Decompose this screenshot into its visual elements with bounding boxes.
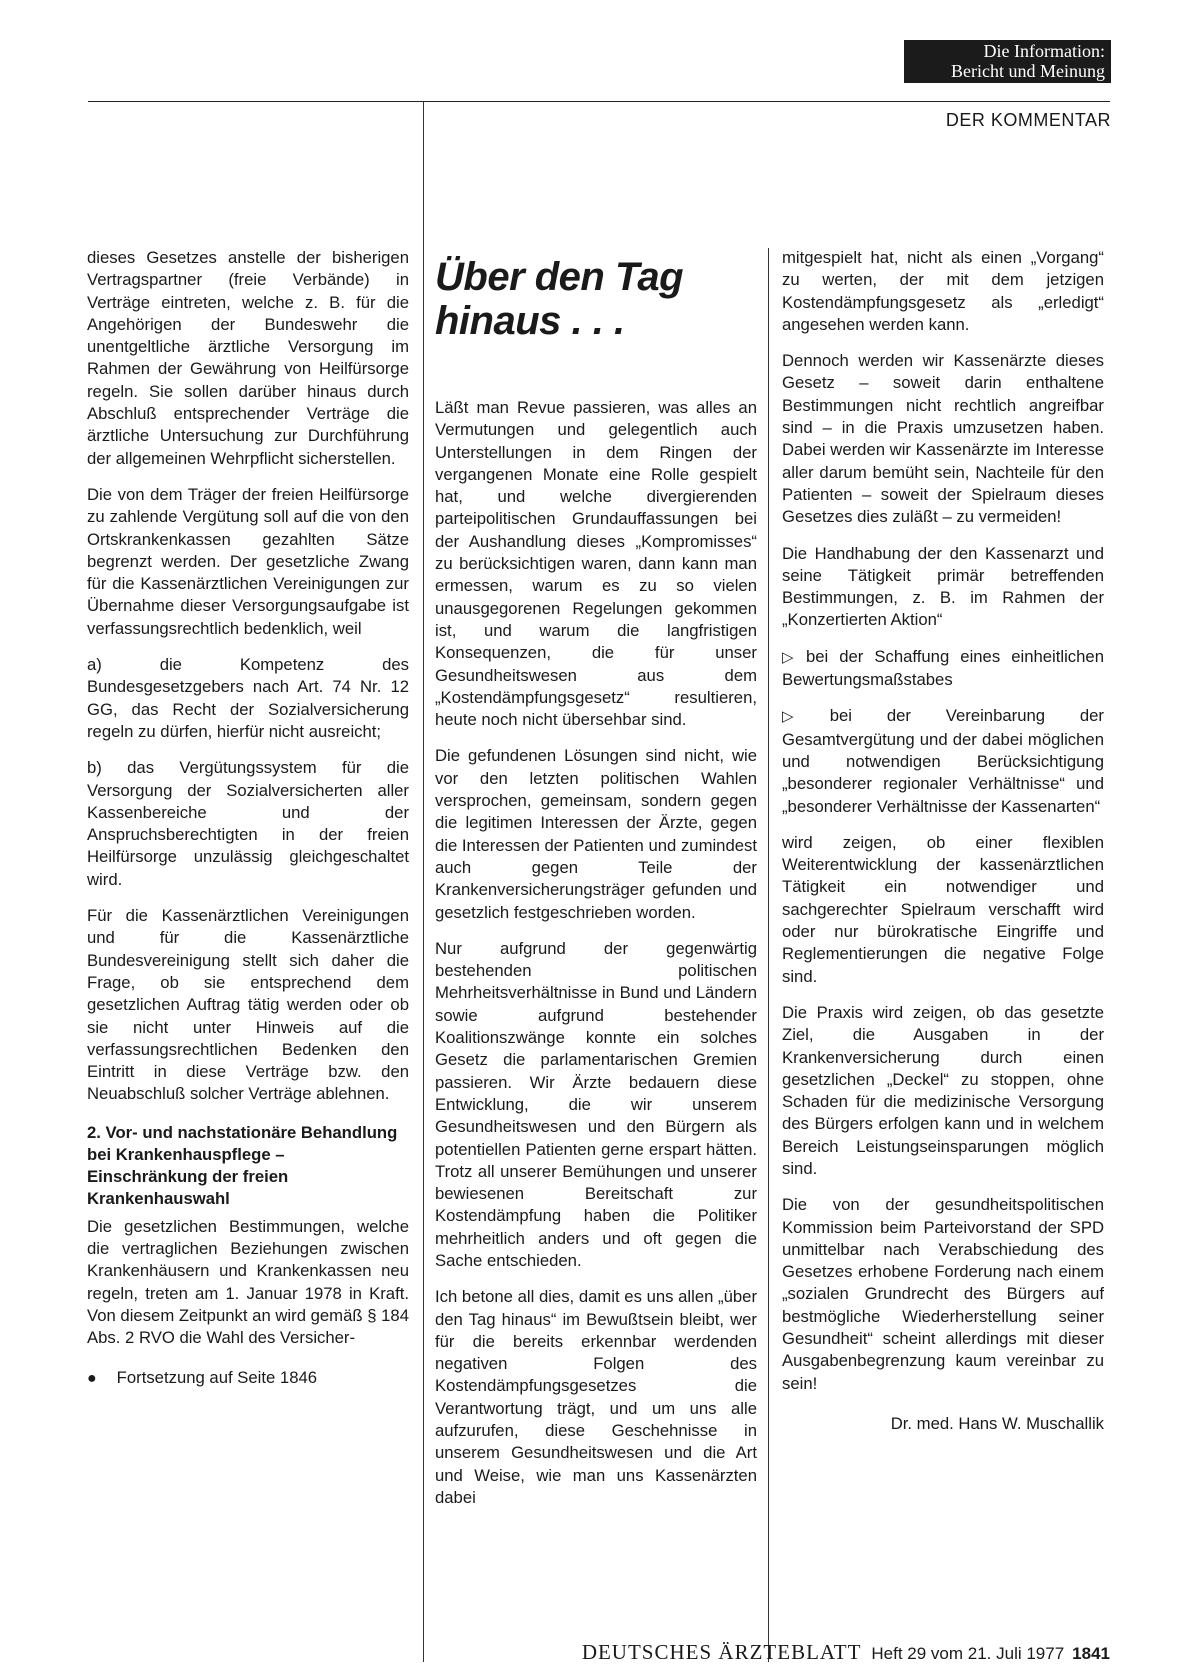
list-item — [782, 705, 1104, 817]
article-headline — [435, 255, 757, 343]
headline-line-2: hinaus . . . — [435, 299, 625, 343]
paragraph: Ich betone all dies, damit es uns allen „über den Tag hinaus“ im Bewußtsein bleibt, wer für die bereits erkennbar werdenden negativen Folgen des Kostendämpfungsgesetzes die Verantwortung trägt, und um uns alle aufzurufen, diese Geschehnisse in unserem Gesundheitswesen und die Art und Weise, wie man uns Kassenärzten dabei — [435, 1287, 757, 1507]
paragraph: dieses Gesetzes anstelle der bisherigen Vertragspartner (freie Verbände) in Verträge eintreten, welche z. B. für die Angehörigen der Bundeswehr die unentgeltliche ärztliche Versorgung im Rahmen der Gewährung von Heilfürsorge regeln. Sie sollen darüber hinaus durch Abschluß entsprechender Verträge die ärztliche Untersuchung zur Durchführung der allgemeinen Wehrpflicht sicherstellen. — [87, 248, 409, 468]
continuation-text: Fortsetzung auf Seite 1846 — [116, 1368, 318, 1388]
paragraph: b) das Vergütungssystem für die Versorgung der Sozialversicherten aller Kassenbereiche und der Anspruchsberechtigten in der freien Heilfürsorge unzulässig gleichgeschaltet wird. — [87, 758, 409, 889]
triangle-right-icon: ▷ — [782, 708, 824, 726]
page-number: 1841 — [1072, 1644, 1110, 1663]
paragraph: Läßt man Revue passieren, was alles an Vermutungen und gelegentlich auch Unterstellungen in dem Ringen der vergangenen Monate eine Rolle gespielt hat, und welche divergierenden parteipolitischen Grundauffassungen bei der Aushandlung dieses „Kompromisses“ zu berücksichtigen waren, dann kann man ermessen, warum es zu so vielen unausgegorenen Regelungen gekommen ist, und warum die langfristigen Konsequenzen, die für unser Gesundheitswesen aus dem „Kostendämpfungsgesetz“ resultieren, heute noch nicht übersehbar sind. — [435, 398, 757, 730]
issue-info: Heft 29 vom 21. Juli 1977 — [871, 1644, 1065, 1663]
top-rule — [88, 101, 1110, 102]
paragraph: a) die Kompetenz des Bundesgesetzgebers nach Art. 74 Nr. 12 GG, das Recht der Sozialversicherung regeln zu dürfen, hierfür nicht ausreicht; — [87, 655, 409, 741]
subheading: 2. Vor- und nachstationäre Behandlung bei Krankenhauspflege – Einschränkung der freien Krankenhauswahl — [87, 1122, 398, 1208]
paragraph: Für die Kassenärztlichen Vereinigungen und für die Kassenärztliche Bundesvereinigung stellt sich daher die Frage, ob sie entsprechend dem gesetzlichen Auftrag tätig werden oder ob sie nicht unter Hinweis auf die verfassungsrechtlichen Bedenken den Eintritt in diese Verträge bzw. den Neuabschluß solcher Verträge ablehnen. — [87, 906, 409, 1104]
badge-line-2: Bericht und Meinung — [951, 61, 1105, 81]
paragraph: Dennoch werden wir Kassenärzte dieses Gesetz – soweit darin enthaltene Bestimmungen nicht rechtlich angreifbar sind – in die Praxis umzusetzen haben. Dabei werden wir Kassenärzte im Interesse aller darum bemüht sein, Nachteile für den Patienten – soweit der Spielraum dieses Gesetzes dies zuläßt – zu vermeiden! — [782, 351, 1104, 527]
bullet-dot-icon: ● — [87, 1370, 97, 1388]
list-item — [782, 646, 1104, 692]
paragraph: Die Praxis wird zeigen, ob das gesetzte Ziel, die Ausgaben in der Krankenversicherung durch einen gesetzlichen „Deckel“ zu stoppen, ohne Schaden für die medizinische Versorgung des Bürgers erfolgen kann und in welchem Bereich Leistungseinsparungen möglich sind. — [782, 1002, 1104, 1178]
paragraph: Nur aufgrund der gegenwärtig bestehenden politischen Mehrheitsverhältnisse in Bund und Ländern sowie aufgrund bestehender Koalitionszwänge konnte ein solches Gesetz die parlamentarischen Gremien passieren. Wir Ärzte bedauern diese Entwicklung, die wir unserem Gesundheitswesen und den Bürgern als potentiellen Patienten gerne erspart hätten. Trotz all unserer Bemühungen und unserer bewiesenen Bereitschaft zur Kostendämpfung haben die Politiker mehrheitlich anders und oft gegen die Sache entschieden. — [435, 938, 757, 1270]
list-item-text: bei der Schaffung eines einheitlichen Bewertungsmaßstabes — [782, 646, 1104, 690]
paragraph: wird zeigen, ob einer flexiblen Weiterentwicklung der kassenärztlichen Tätigkeit ein notwendiger und sachgerechter Spielraum verschafft wird oder nur bürokratische Eingriffe und Reglementierungen die negative Folge sind. — [782, 832, 1104, 986]
journal-name: DEUTSCHES ÄRZTEBLATT — [581, 1640, 862, 1664]
paragraph: Die von der gesundheitspolitischen Kommission beim Parteivorstand der SPD unmittelbar nach Verabschiedung des Gesetzes erhobene Forderung nach einem „sozialen Grundrecht des Bürgers auf bestmögliche Wiederherstellung seiner Gesundheit“ scheint allerdings mit dieser Ausgabenbegrenzung kaum vereinbar zu sein! — [782, 1195, 1104, 1393]
list-item-text: bei der Vereinbarung der Gesamtvergütung und der dabei möglichen und notwendigen Berücksichtigung „besonderer regionaler Verhältnisse“ und „besonderer Verhältnisse der Kassenarten“ — [782, 706, 1104, 816]
triangle-right-icon: ▷ — [782, 648, 800, 666]
column-3 — [782, 247, 1104, 1435]
paragraph: Die gesetzlichen Bestimmungen, welche die vertraglichen Beziehungen zwischen Krankenhäusern und Krankenkassen neu regeln, treten am 1. Januar 1978 in Kraft. Von diesem Zeitpunkt an wird gemäß § 184 Abs. 2 RVO die Wahl des Versicher- — [87, 1216, 409, 1348]
author-signature: Dr. med. Hans W. Muschallik — [890, 1413, 1104, 1433]
paragraph: Die von dem Träger der freien Heilfürsorge zu zahlende Vergütung soll auf die von den Ortskrankenkassen gezahlten Sätze begrenzt werden. Der gesetzliche Zwang für die Kassenärztlichen Vereinigungen zur Übernahme dieser Versorgungsaufgabe ist verfassungsrechtlich bedenklich, weil — [87, 484, 409, 638]
column-1 — [87, 247, 409, 1391]
page-footer — [0, 1642, 1110, 1664]
paragraph: Die Handhabung der den Kassenarzt und seine Tätigkeit primär betreffenden Bestimmungen, z. B. im Rahmen der „Konzertierten Aktion“ — [782, 543, 1104, 630]
column-divider-2 — [768, 248, 769, 1662]
continuation-note — [87, 1367, 409, 1390]
paragraph: Die gefundenen Lösungen sind nicht, wie vor den letzten politischen Wahlen versprochen, gemeinsam, sondern gegen die legitimen Interessen der Ärzte, gegen die Interessen der Patienten und zumindest auch gegen Teile der Krankenversicherungsträger gefunden und gesetzlich festgeschrieben worden. — [435, 746, 757, 922]
section-badge — [904, 40, 1111, 83]
headline-line-1: Über den Tag — [435, 255, 684, 299]
column-divider-1 — [423, 101, 424, 1662]
section-label: DER KOMMENTAR — [945, 110, 1111, 130]
column-2 — [435, 247, 757, 1523]
paragraph: mitgespielt hat, nicht als einen „Vorgang“ zu werten, der mit dem jetzigen Kostendämpfungsgesetz als „erledigt“ angesehen werden kann. — [782, 248, 1104, 334]
badge-line-1: Die Information: — [983, 41, 1105, 61]
